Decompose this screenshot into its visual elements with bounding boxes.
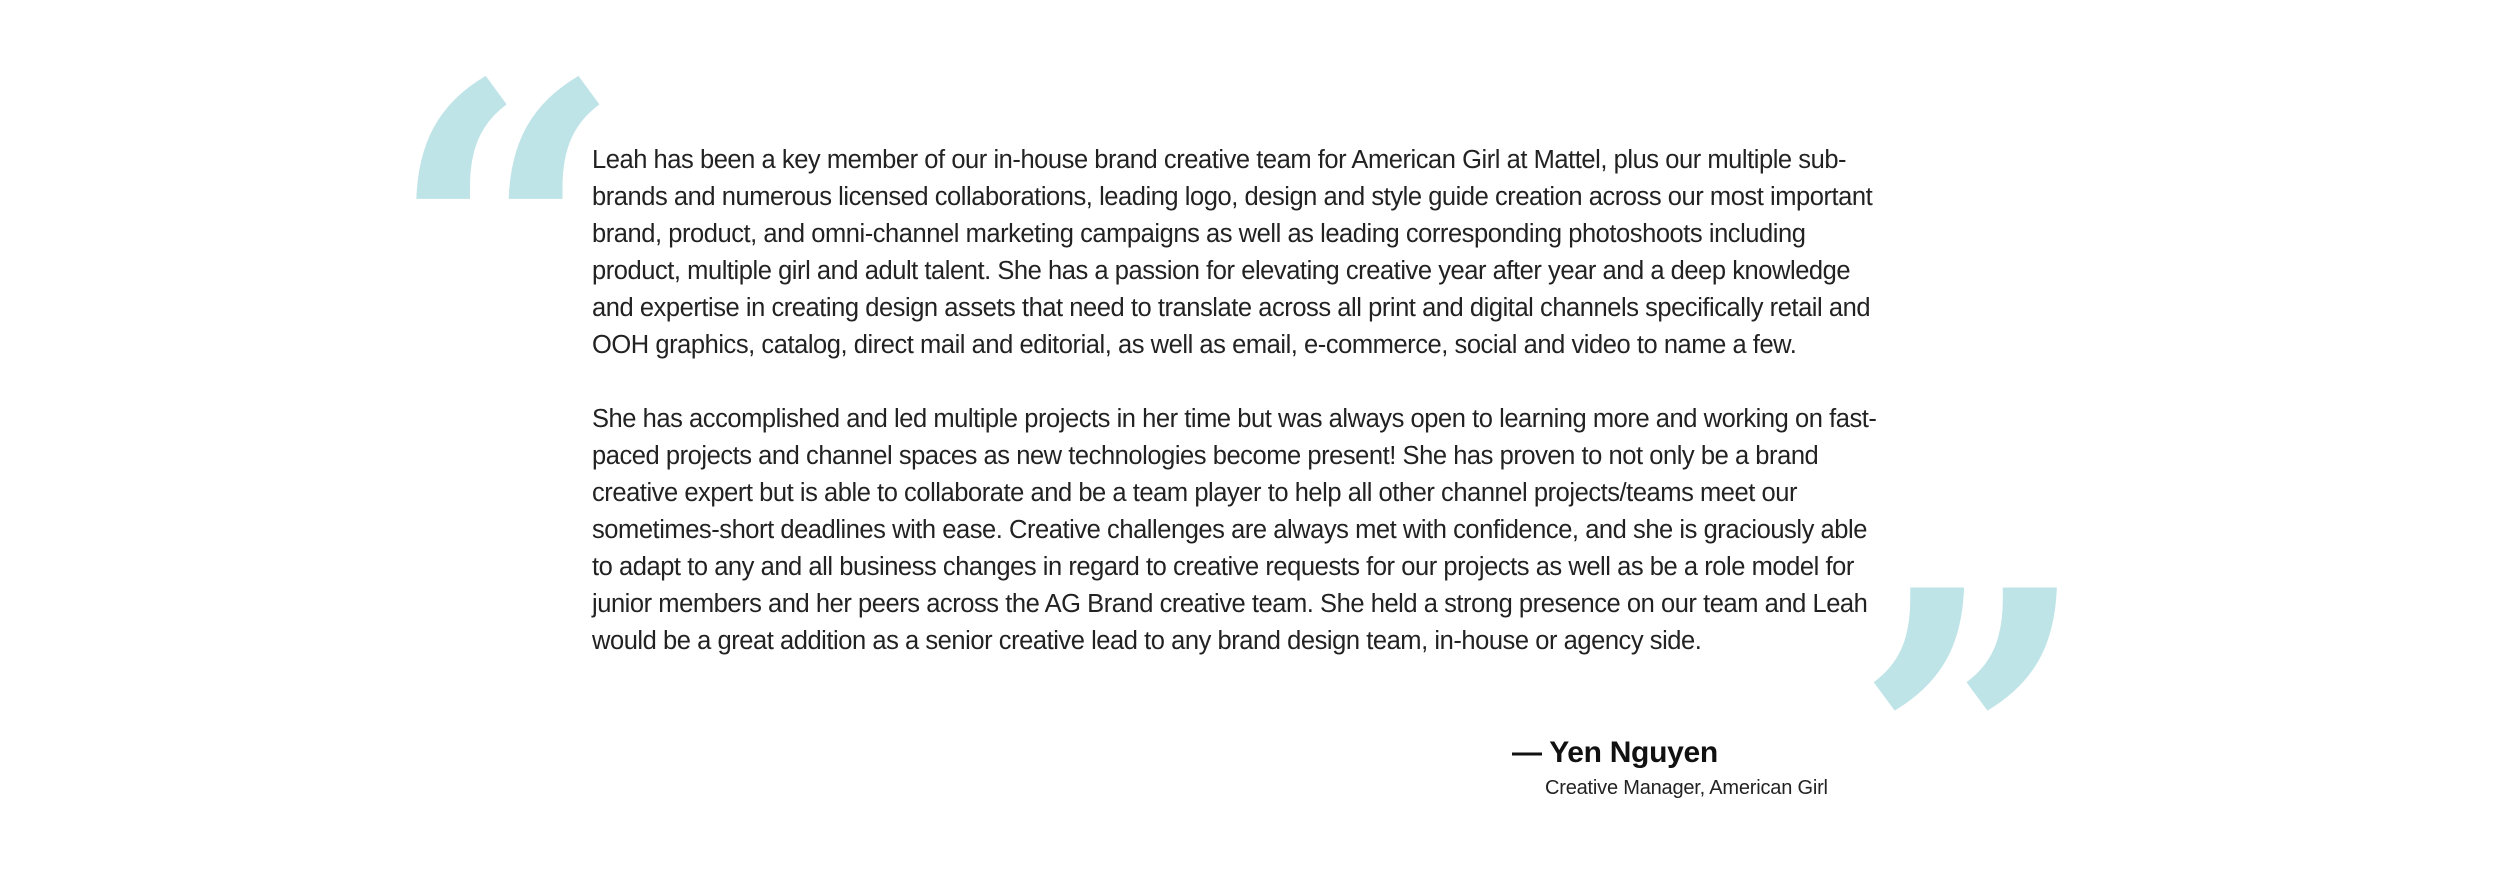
attribution: [1512, 733, 2032, 803]
testimonial-paragraph-1: Leah has been a key member of our in-house brand creative team for American Girl at Mattel, plus our multiple sub-brands and numerous licensed collaborations, leading logo, design and style guide creation across our most important brand, product, and omni-channel marketing campaigns as well as leading corresponding photoshoots including product, multiple girl and adult talent. She has a passion for elevating creative year after year and a deep knowledge and expertise in creating design assets that need to translate across all print and digital channels specifically retail and OOH graphics, catalog, direct mail and editorial, as well as email, e-commerce, social and video to name a few.: [592, 146, 1873, 359]
author-name: — Yen Nguyen: [1512, 736, 1718, 769]
close-quote-icon: ”: [1854, 498, 2090, 884]
open-quote-icon: “: [388, 0, 624, 497]
author-role: Creative Manager, American Girl: [1545, 777, 1828, 799]
testimonial-body: [592, 142, 1892, 697]
testimonial-paragraph-2: She has accomplished and led multiple projects in her time but was always open to learning more and working on fast-paced projects and channel spaces as new technologies become present! She has proven to not only be a brand creative expert but is able to collaborate and be a team player to help all other channel projects/teams meet our sometimes-short deadlines with ease. Creative challenges are always met with confidence, and she is graciously able to adapt to any and all business changes in regard to creative requests for our projects as well as be a role model for junior members and her peers across the AG Brand creative team. She held a strong presence on our team and Leah would be a great addition as a senior creative lead to any brand design team, in-house or agency side.: [592, 405, 1877, 655]
